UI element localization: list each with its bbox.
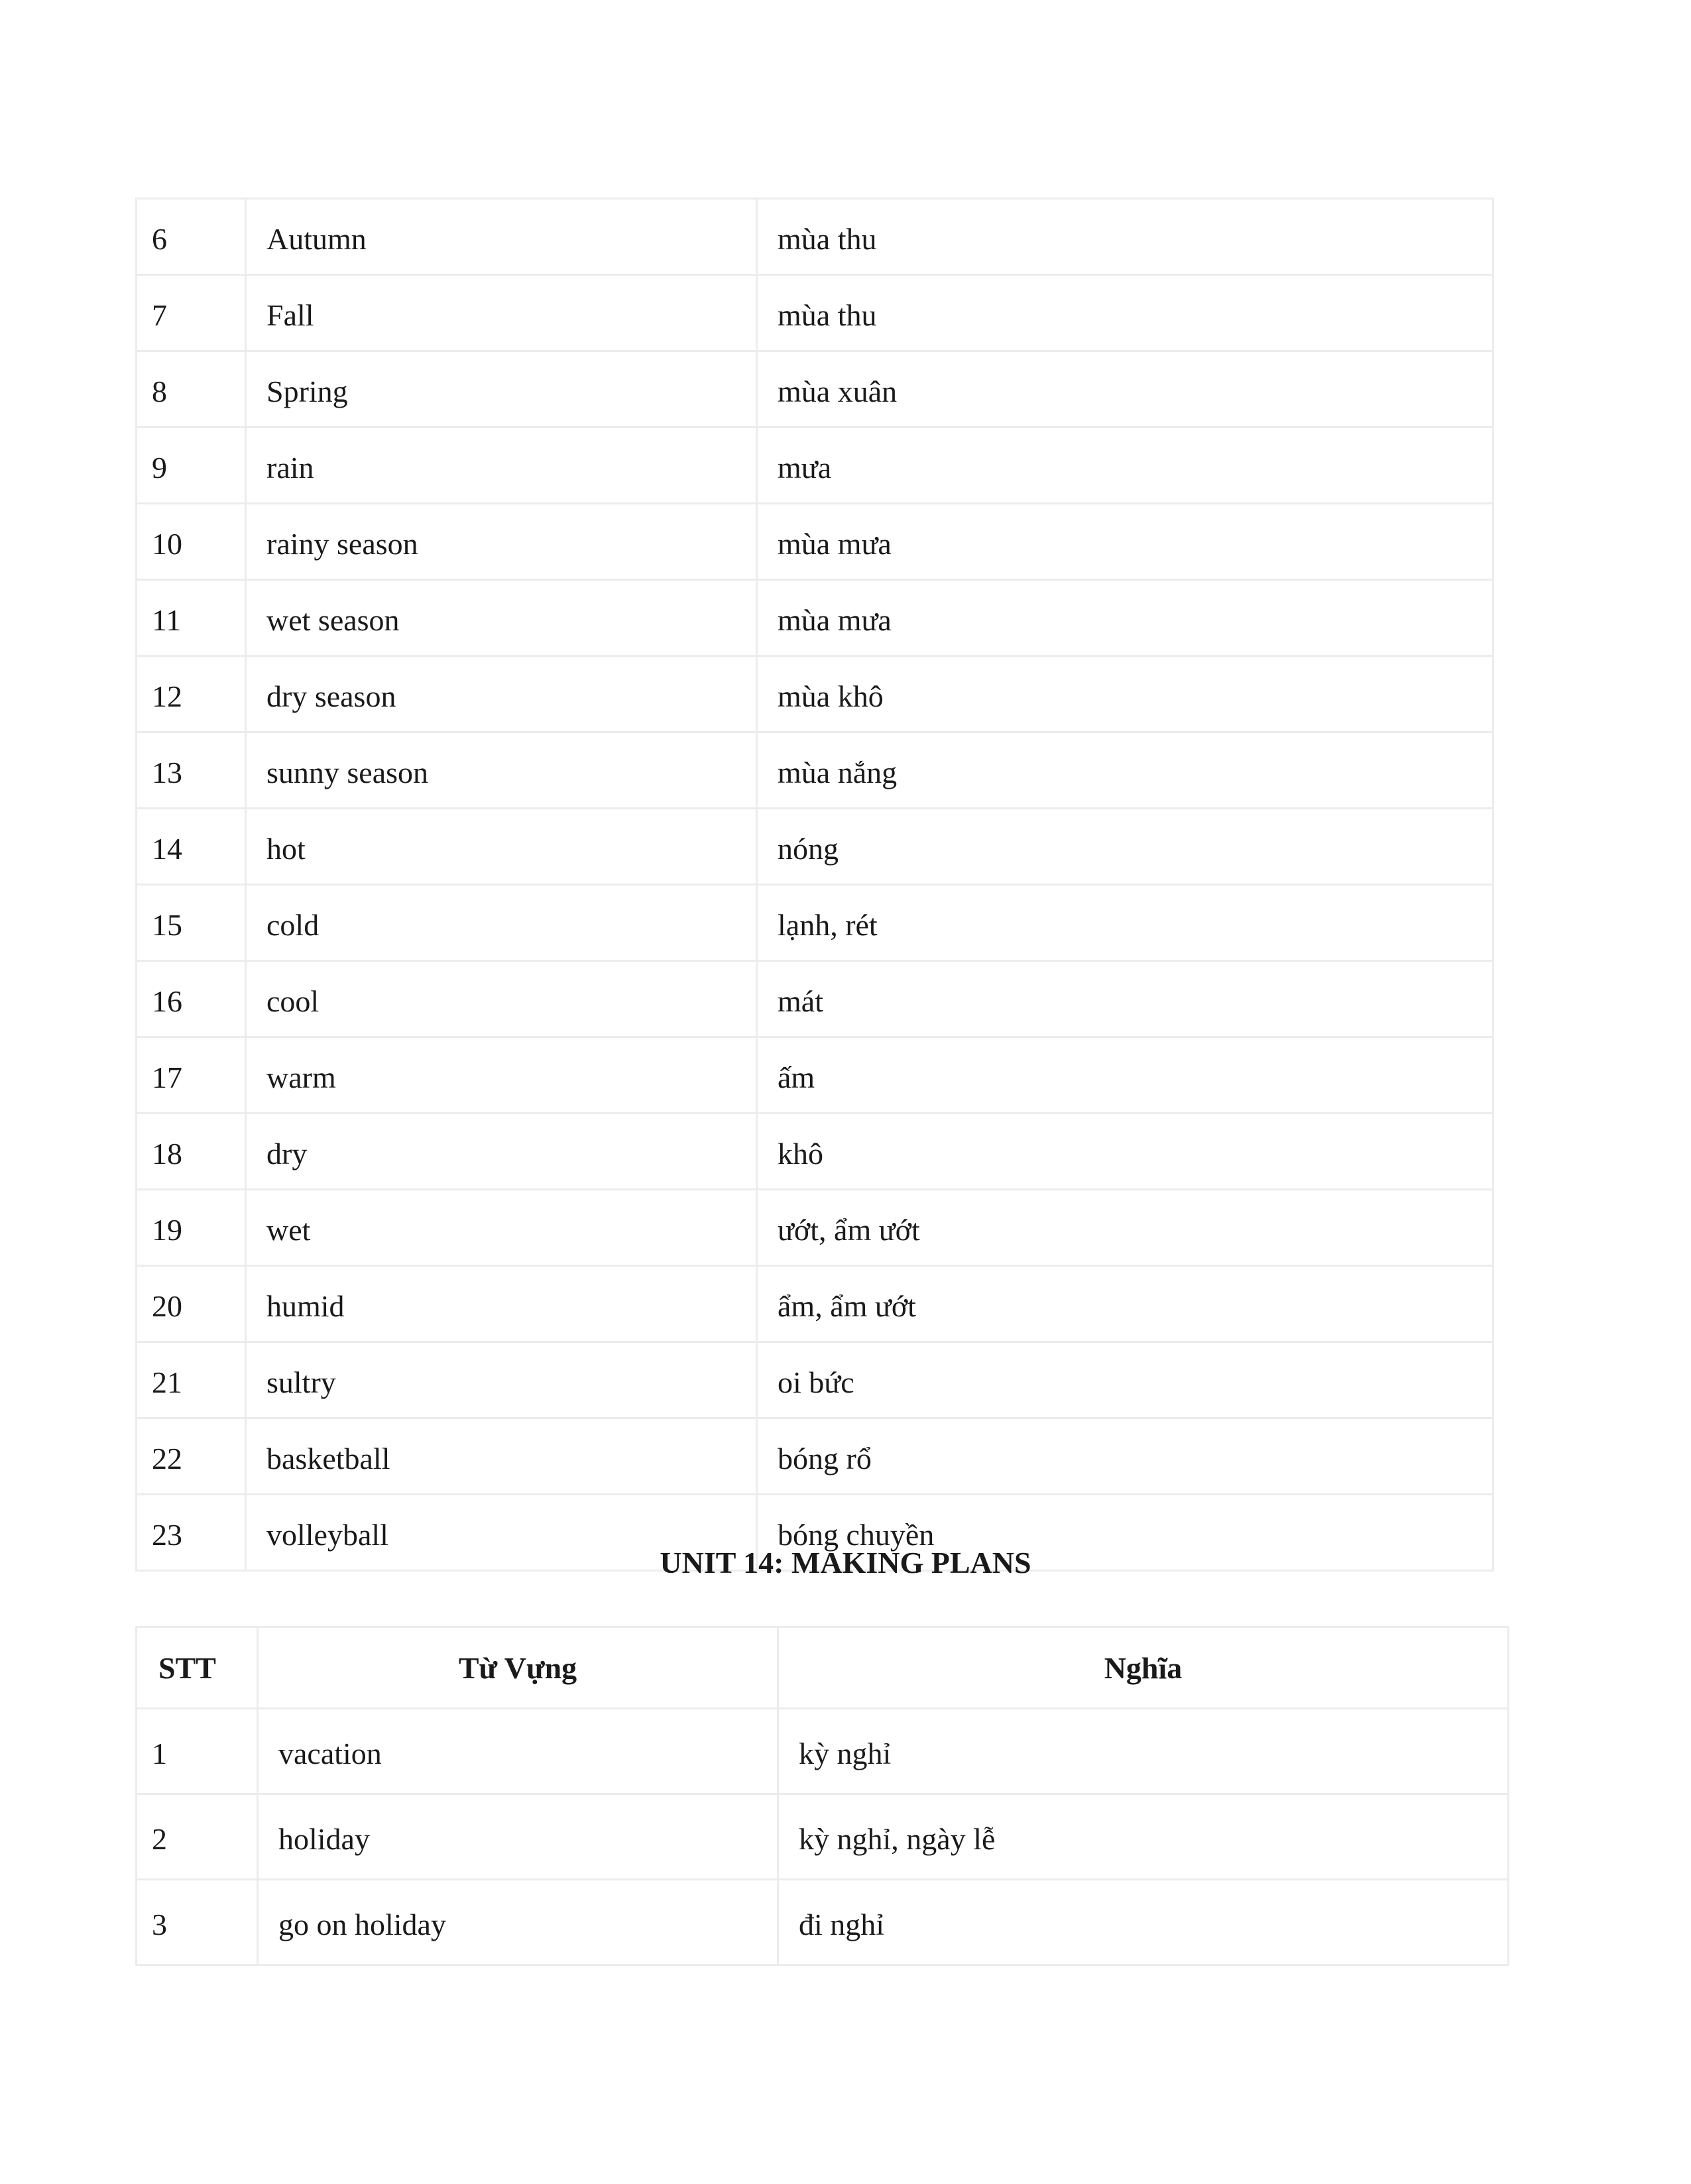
row-meaning: kỳ nghỉ: [778, 1709, 1509, 1794]
row-number: 3: [137, 1880, 258, 1965]
row-number: 20: [137, 1266, 246, 1342]
row-meaning: ướt, ẩm ướt: [757, 1190, 1493, 1266]
row-word: vacation: [258, 1709, 778, 1794]
row-number: 2: [137, 1794, 258, 1880]
row-number: 13: [137, 732, 246, 809]
row-word: cool: [246, 961, 757, 1037]
row-number: 7: [137, 275, 246, 351]
table-row: [137, 1114, 1493, 1190]
row-number: 11: [137, 580, 246, 656]
row-number: 6: [137, 199, 246, 275]
row-meaning: mùa mưa: [757, 580, 1493, 656]
vocab-table-seasons: [135, 198, 1494, 1572]
row-number: 1: [137, 1709, 258, 1794]
table-row: [137, 809, 1493, 885]
table-header-row: [137, 1627, 1509, 1709]
row-meaning: oi bức: [757, 1342, 1493, 1418]
table-row: [137, 1190, 1493, 1266]
row-meaning: bóng rổ: [757, 1418, 1493, 1495]
table-row: [137, 1794, 1509, 1880]
row-number: 9: [137, 428, 246, 504]
table-row: [137, 504, 1493, 580]
row-word: volleyball: [246, 1495, 757, 1571]
row-meaning: bóng chuyền: [757, 1495, 1493, 1571]
row-meaning: mùa khô: [757, 656, 1493, 732]
row-meaning: mát: [757, 961, 1493, 1037]
row-word: sultry: [246, 1342, 757, 1418]
row-word: Fall: [246, 275, 757, 351]
row-number: 19: [137, 1190, 246, 1266]
row-number: 21: [137, 1342, 246, 1418]
row-number: 12: [137, 656, 246, 732]
row-meaning: mùa nắng: [757, 732, 1493, 809]
table-row: [137, 199, 1493, 275]
row-number: 17: [137, 1037, 246, 1114]
row-word: warm: [246, 1037, 757, 1114]
table-row: [137, 275, 1493, 351]
vocab-table-making-plans: [135, 1626, 1509, 1966]
table-row: [137, 580, 1493, 656]
header-vocabulary: Từ Vựng: [258, 1627, 778, 1709]
row-meaning: mưa: [757, 428, 1493, 504]
row-word: Spring: [246, 351, 757, 428]
table-row: [137, 961, 1493, 1037]
table-row: [137, 1880, 1509, 1965]
row-meaning: kỳ nghỉ, ngày lễ: [778, 1794, 1509, 1880]
row-word: rain: [246, 428, 757, 504]
row-meaning: mùa thu: [757, 275, 1493, 351]
row-number: 16: [137, 961, 246, 1037]
row-number: 14: [137, 809, 246, 885]
table-row: [137, 1342, 1493, 1418]
row-word: basketball: [246, 1418, 757, 1495]
row-word: rainy season: [246, 504, 757, 580]
unit-heading: UNIT 14: MAKING PLANS: [660, 1546, 1031, 1580]
row-word: sunny season: [246, 732, 757, 809]
row-number: 10: [137, 504, 246, 580]
row-number: 15: [137, 885, 246, 961]
row-word: dry: [246, 1114, 757, 1190]
row-number: 23: [137, 1495, 246, 1571]
row-meaning: đi nghỉ: [778, 1880, 1509, 1965]
row-word: humid: [246, 1266, 757, 1342]
table-row: [137, 885, 1493, 961]
table-row: [137, 732, 1493, 809]
row-meaning: khô: [757, 1114, 1493, 1190]
table-row: [137, 428, 1493, 504]
table-row: [137, 1266, 1493, 1342]
table-row: [137, 1418, 1493, 1495]
row-word: hot: [246, 809, 757, 885]
row-number: 18: [137, 1114, 246, 1190]
row-word: Autumn: [246, 199, 757, 275]
table-row: [137, 1037, 1493, 1114]
row-meaning: ẩm, ẩm ướt: [757, 1266, 1493, 1342]
row-meaning: lạnh, rét: [757, 885, 1493, 961]
table-row: [137, 656, 1493, 732]
row-meaning: mùa thu: [757, 199, 1493, 275]
row-word: cold: [246, 885, 757, 961]
table-row: [137, 1709, 1509, 1794]
header-meaning: Nghĩa: [778, 1627, 1509, 1709]
row-word: holiday: [258, 1794, 778, 1880]
row-meaning: ấm: [757, 1037, 1493, 1114]
row-word: wet season: [246, 580, 757, 656]
row-word: go on holiday: [258, 1880, 778, 1965]
header-stt: STT: [137, 1627, 258, 1709]
row-word: dry season: [246, 656, 757, 732]
row-meaning: mùa xuân: [757, 351, 1493, 428]
row-meaning: nóng: [757, 809, 1493, 885]
table-row: [137, 351, 1493, 428]
row-number: 8: [137, 351, 246, 428]
row-number: 22: [137, 1418, 246, 1495]
row-word: wet: [246, 1190, 757, 1266]
row-meaning: mùa mưa: [757, 504, 1493, 580]
